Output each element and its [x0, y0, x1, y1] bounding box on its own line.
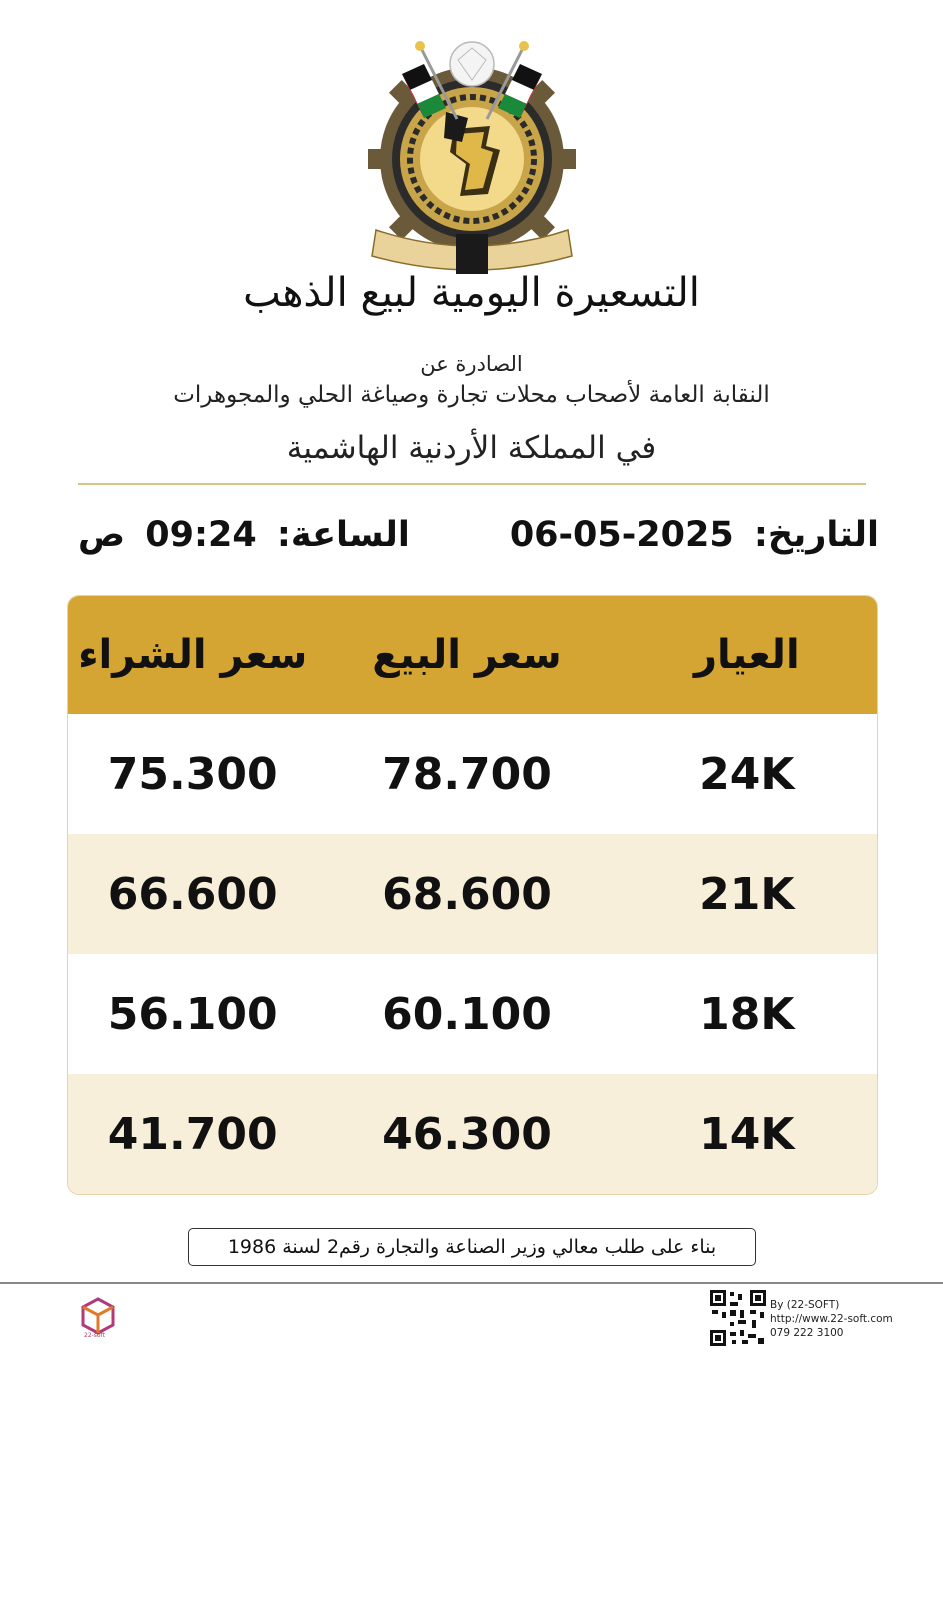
footer-divider [0, 1282, 943, 1284]
gold-divider [78, 483, 866, 485]
karat-cell: 21K [699, 868, 795, 920]
kingdom-name: في المملكة الأردنية الهاشمية [286, 430, 657, 466]
time-suffix: ص [78, 515, 126, 555]
table-row [68, 834, 877, 954]
sell-cell: 78.700 [382, 748, 552, 800]
page-title: التسعيرة اليومية لبيع الذهب [243, 270, 700, 316]
header-karat: العيار [693, 632, 800, 678]
table-header [68, 596, 877, 714]
qr-code-icon[interactable] [710, 1290, 766, 1346]
table-row [68, 1074, 877, 1194]
date-value: 06-05-2025 [509, 515, 734, 555]
sell-cell: 68.600 [382, 868, 552, 920]
issued-by-label: الصادرة عن [420, 352, 523, 376]
credits-by: By (22-SOFT) [770, 1299, 840, 1311]
buy-cell: 41.700 [107, 1108, 278, 1160]
karat-cell: 18K [699, 988, 795, 1040]
sell-cell: 60.100 [382, 988, 552, 1040]
sell-cell: 46.300 [382, 1108, 552, 1160]
time-value: 09:24 [145, 515, 257, 555]
header-sell-price: سعر البيع [372, 632, 562, 678]
syndicate-logo-icon [362, 34, 582, 274]
header-buy-price: سعر الشراء [78, 632, 308, 678]
brand-small-text: 22-soft [84, 1332, 105, 1339]
table-row [68, 954, 877, 1074]
credits-phone: 079 222 3100 [770, 1327, 844, 1339]
date-block [502, 515, 879, 555]
union-name: النقابة العامة لأصحاب محلات تجارة وصياغة الحلي والمجوهرات [173, 382, 770, 408]
credits-block [770, 1298, 893, 1340]
karat-cell: 14K [699, 1108, 795, 1160]
time-label: الساعة: [276, 515, 410, 555]
karat-cell: 24K [699, 748, 795, 800]
22-soft-cube-icon [80, 1297, 116, 1337]
credits-url[interactable]: http://www.22-soft.com [770, 1313, 893, 1325]
table-row [68, 714, 877, 834]
buy-cell: 75.300 [107, 748, 278, 800]
gold-price-table [67, 595, 878, 1195]
buy-cell: 56.100 [107, 988, 278, 1040]
time-block [78, 515, 410, 555]
buy-cell: 66.600 [107, 868, 278, 920]
date-label: التاريخ: [753, 515, 879, 555]
ministry-note: بناء على طلب معالي وزير الصناعة والتجارة رقم2 لسنة 1986 [188, 1228, 756, 1266]
